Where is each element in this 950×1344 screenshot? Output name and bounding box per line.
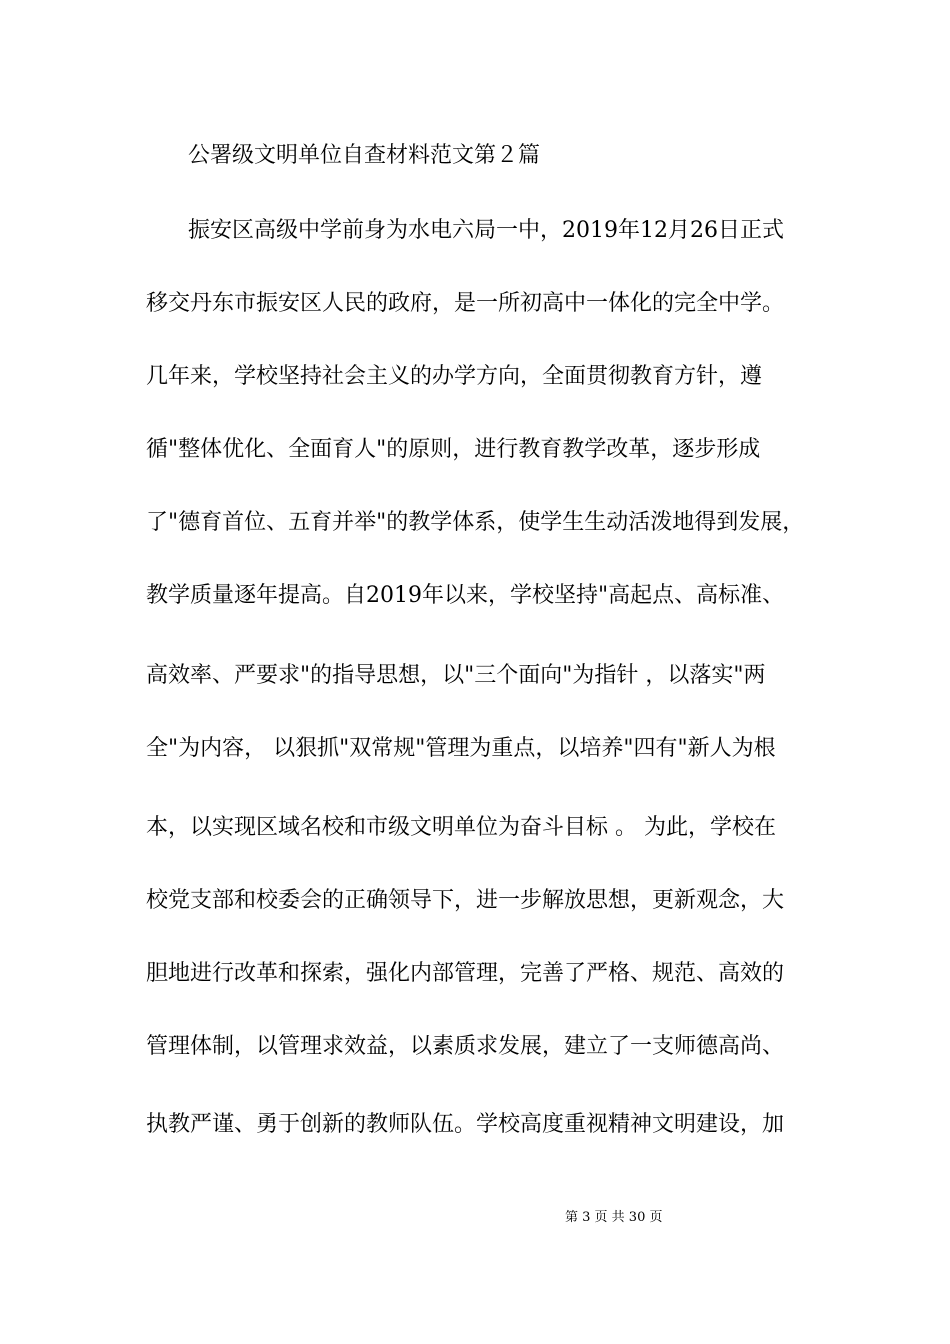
paragraph-line-2: 移交丹东市振安区人民的政府，是一所初高中一体化的完全中学。 [146, 291, 785, 316]
paragraph-line-5: 了"德育首位、五育并举"的教学体系，使学生生动活泼地得到发展， [146, 510, 805, 535]
paragraph-line-4: 循"整体优化、全面育人"的原则，进行教育教学改革，逐步形成 [146, 437, 761, 462]
document-title: 公署级文明单位自查材料范文第２篇 [188, 143, 541, 168]
paragraph-line-13: 执教严谨、勇于创新的教师队伍。学校高度重视精神文明建设，加 [146, 1112, 785, 1137]
paragraph-line-11: 胆地进行改革和探索，强化内部管理，完善了严格、规范、高效的 [146, 961, 785, 986]
paragraph-line-12: 管理体制，以管理求效益，以素质求发展，建立了一支师德高尚、 [146, 1034, 785, 1059]
paragraph-line-6: 教学质量逐年提高。自2019年以来，学校坚持"高起点、高标准、 [146, 583, 785, 608]
paragraph-line-7: 高效率、严要求"的指导思想，以"三个面向"为指针 ，以落实"两 [146, 663, 766, 688]
paragraph-line-8: 全"为内容， 以狠抓"双常规"管理为重点，以培养"四有"新人为根 [146, 736, 776, 761]
paragraph-line-1: 振安区高级中学前身为水电六局一中，2019年12月26日正式 [188, 218, 784, 243]
page-number-footer: 第 3 页 共 30 页 [565, 1210, 663, 1225]
paragraph-line-10: 校党支部和校委会的正确领导下，进一步解放思想，更新观念，大 [146, 888, 785, 913]
paragraph-line-3: 几年来，学校坚持社会主义的办学方向，全面贯彻教育方针，遵 [146, 364, 763, 389]
paragraph-line-9: 本，以实现区域名校和市级文明单位为奋斗目标 。 为此，学校在 [146, 815, 776, 840]
